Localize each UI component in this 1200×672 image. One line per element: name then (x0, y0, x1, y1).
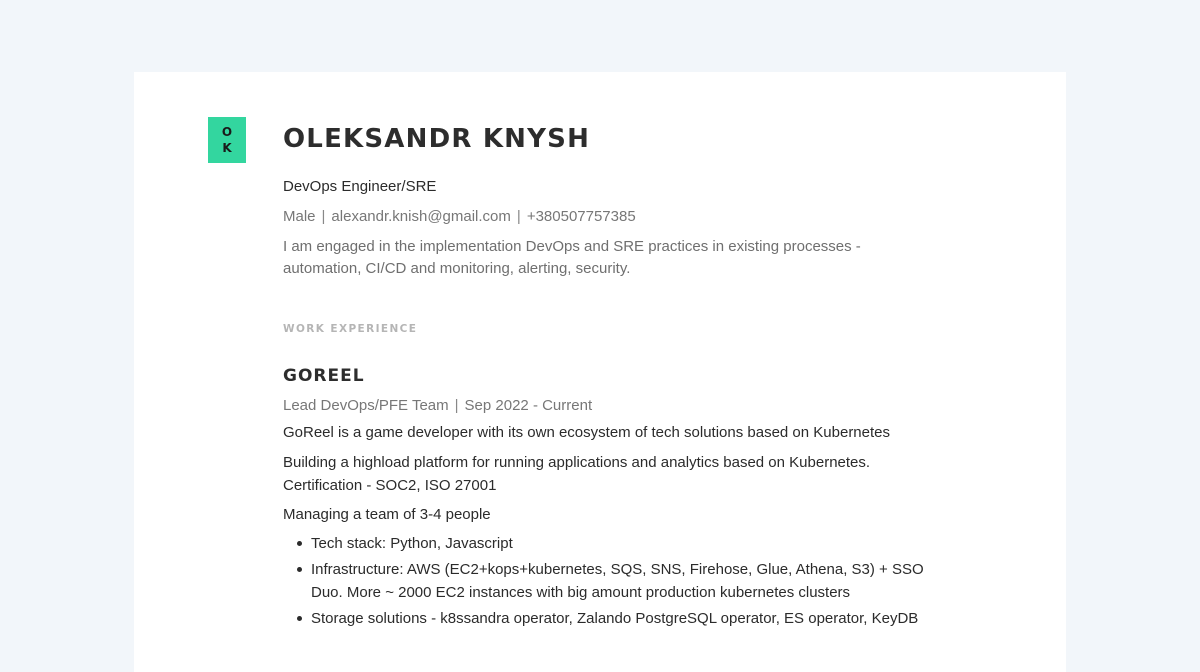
monogram-letter-first: O (221, 125, 233, 139)
separator: | (321, 208, 326, 225)
gender: Male (283, 208, 316, 225)
monogram-badge (208, 117, 246, 163)
role-period: Sep 2022 - Current (464, 397, 593, 414)
monogram-letter-second: K (222, 141, 232, 155)
phone-link[interactable]: +380507757385 (526, 208, 636, 225)
company-name: GOREEL (283, 366, 365, 386)
email-link[interactable]: alexandr.knish@gmail.com (331, 208, 511, 225)
job-bullet: Storage solutions - k8ssandra operator, Zalando PostgreSQL operator, ES operator, KeyDB (311, 607, 941, 630)
role-line (283, 397, 592, 414)
section-title-work-experience: WORK EXPERIENCE (283, 323, 418, 335)
role-title: Lead DevOps/PFE Team (283, 397, 449, 414)
candidate-name: OLEKSANDR KNYSH (283, 124, 591, 154)
job-title: DevOps Engineer/SRE (283, 178, 437, 195)
job-bullet-list (283, 532, 941, 633)
job-description: Managing a team of 3-4 people (283, 506, 491, 523)
profile-summary: I am engaged in the implementation DevOps and SRE practices in existing processes - automation, CI/CD and monitoring, alerting, security. (283, 238, 861, 277)
job-bullet: Tech stack: Python, Javascript (311, 532, 941, 555)
job-description: Building a highload platform for running applications and analytics based on Kubernetes. Certification - SOC2, ISO 27001 (283, 454, 871, 494)
separator: | (454, 397, 459, 414)
resume-card (134, 72, 1066, 672)
job-description: GoReel is a game developer with its own ecosystem of tech solutions based on Kubernetes (283, 424, 891, 441)
separator: | (516, 208, 521, 225)
job-bullet: Infrastructure: AWS (EC2+kops+kubernetes, SQS, SNS, Firehose, Glue, Athena, S3) + SSO Duo. More ~ 2000 EC2 instances with big amount production kubernetes clusters (311, 558, 941, 604)
contact-line (283, 208, 636, 225)
